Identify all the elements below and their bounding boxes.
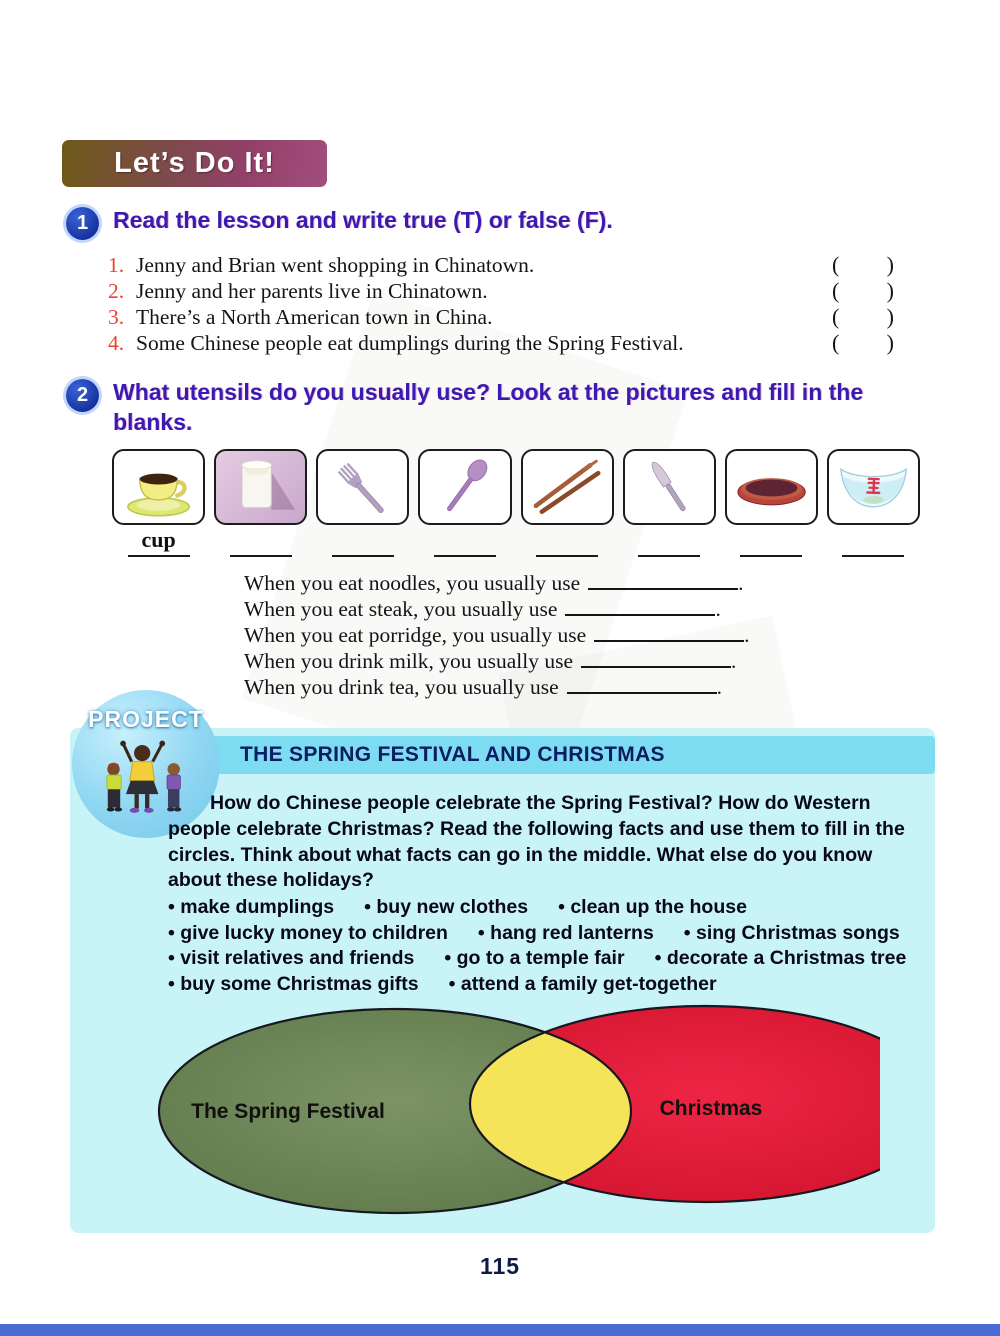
- picture-column: [214, 449, 307, 557]
- answer-parens: [832, 330, 894, 356]
- sentence-text: When you eat steak, you usually use: [244, 597, 558, 621]
- picture-box: [725, 449, 818, 525]
- fact-item: • sing Christmas songs: [684, 922, 900, 945]
- answer-line: [740, 555, 802, 557]
- sentence-row: [244, 649, 750, 675]
- spoon-icon: [420, 451, 509, 523]
- sentence-period: .: [715, 597, 721, 621]
- picture-box: [418, 449, 511, 525]
- tf-item: [108, 278, 894, 304]
- item-text: Jenny and her parents live in Chinatown.: [136, 279, 488, 303]
- exercise1-heading-row: [66, 205, 936, 240]
- exercise1-number: 1: [76, 212, 89, 234]
- answer-line: [230, 555, 292, 557]
- picture-box: [112, 449, 205, 525]
- picture-box: [827, 449, 920, 525]
- paren-close: ): [886, 278, 894, 303]
- sentence-row: [244, 597, 750, 623]
- exercise1-heading: Read the lesson and write true (T) or false (F).: [113, 207, 613, 233]
- project-badge-label: PROJECT: [88, 706, 204, 732]
- picture-column: [112, 449, 205, 557]
- true-false-list: [108, 252, 894, 356]
- answer-blank: [588, 573, 738, 590]
- fact-item: • hang red lanterns: [478, 922, 654, 945]
- fact-item: • attend a family get-together: [449, 973, 717, 996]
- sentence-row: [244, 571, 750, 597]
- picture-box: [316, 449, 409, 525]
- answer-parens: [832, 278, 894, 304]
- fact-item: • buy new clothes: [364, 896, 528, 919]
- sentence-period: .: [744, 623, 750, 647]
- utensil-pictures-row: [112, 449, 920, 557]
- picture-box: [214, 449, 307, 525]
- picture-column: [521, 449, 614, 557]
- paren-open: (: [832, 330, 840, 355]
- exercise2-number-badge: [66, 379, 99, 412]
- sentence-text: When you eat porridge, you usually use: [244, 623, 587, 647]
- sentence-row: [244, 675, 750, 701]
- chopsticks-icon: [523, 451, 612, 523]
- sentence-row: [244, 623, 750, 649]
- bowl-icon: [829, 451, 918, 523]
- paren-close: ): [886, 304, 894, 329]
- facts-row: [168, 947, 930, 973]
- facts-list: [168, 896, 930, 998]
- paren-open: (: [832, 252, 840, 277]
- fact-item: • clean up the house: [558, 896, 747, 919]
- answer-parens: [832, 252, 894, 278]
- answer-blank: [567, 677, 717, 694]
- fact-item: • make dumplings: [168, 896, 334, 919]
- answer-blank: [581, 651, 731, 668]
- picture-box: [521, 449, 614, 525]
- picture-column: [418, 449, 511, 557]
- sentence-text: When you eat noodles, you usually use: [244, 571, 581, 595]
- fact-item: • go to a temple fair: [444, 947, 624, 970]
- facts-row: [168, 973, 930, 999]
- item-text: Jenny and Brian went shopping in Chinatown.: [136, 253, 535, 277]
- venn-diagram: [140, 1003, 880, 1221]
- item-text: Some Chinese people eat dumplings during the Spring Festival.: [136, 331, 684, 355]
- project-paragraph: How do Chinese people celebrate the Spring Festival? How do Western people celebrate Christmas? Read the following facts and use them to fill in the circles. Think about what facts can go in the middle. What else do you know about these holidays?: [168, 792, 905, 892]
- exercise2-heading-row: [66, 377, 946, 437]
- facts-row: [168, 922, 930, 948]
- paren-open: (: [832, 304, 840, 329]
- banner-title: Let’s Do It!: [114, 147, 275, 179]
- exercise2-number: 2: [76, 384, 89, 406]
- teacup-icon: [114, 451, 203, 523]
- tf-item: [108, 252, 894, 278]
- paren-open: (: [832, 278, 840, 303]
- exercise2-heading: What utensils do you usually use? Look at the pictures and fill in the blanks.: [113, 379, 864, 435]
- venn-left-label: The Spring Festival: [191, 1100, 385, 1123]
- fork-icon: [318, 451, 407, 523]
- picture-column: [725, 449, 818, 557]
- answer-line: [434, 555, 496, 557]
- answer-line: [638, 555, 700, 557]
- fill-in-sentences: [244, 571, 750, 701]
- item-number: 4.: [108, 331, 125, 355]
- answer-line: [842, 555, 904, 557]
- answer-line: [332, 555, 394, 557]
- answer-line: [128, 555, 190, 557]
- sentence-period: .: [738, 571, 744, 595]
- tf-item: [108, 304, 894, 330]
- item-number: 1.: [108, 253, 125, 277]
- exercise1-number-badge: [66, 207, 99, 240]
- picture-column: [623, 449, 716, 557]
- answer-blank: [565, 599, 715, 616]
- fact-item: • decorate a Christmas tree: [655, 947, 907, 970]
- sentence-text: When you drink milk, you usually use: [244, 649, 574, 673]
- fact-item: • visit relatives and friends: [168, 947, 414, 970]
- lets-do-it-banner: [62, 140, 327, 187]
- item-number: 2.: [108, 279, 125, 303]
- item-number: 3.: [108, 305, 125, 329]
- sentence-period: .: [731, 649, 737, 673]
- tf-item: [108, 330, 894, 356]
- facts-row: [168, 896, 930, 922]
- milk-glass-icon: [216, 451, 305, 523]
- venn-right-label: Christmas: [659, 1097, 763, 1120]
- sentence-text: When you drink tea, you usually use: [244, 675, 559, 699]
- picture-box: [623, 449, 716, 525]
- picture-column: [827, 449, 920, 557]
- footer-bar: [0, 1324, 1000, 1336]
- picture-label: cup: [141, 527, 176, 552]
- paren-close: ): [886, 330, 894, 355]
- page-number: 115: [479, 1253, 521, 1279]
- answer-parens: [832, 304, 894, 330]
- answer-blank: [594, 625, 744, 642]
- answer-line: [536, 555, 598, 557]
- item-text: There’s a North American town in China.: [136, 305, 493, 329]
- plate-icon: [727, 451, 816, 523]
- paren-close: ): [886, 252, 894, 277]
- fact-item: • give lucky money to children: [168, 922, 448, 945]
- knife-icon: [625, 451, 714, 523]
- fact-item: • buy some Christmas gifts: [168, 973, 419, 996]
- picture-column: [316, 449, 409, 557]
- project-title: THE SPRING FESTIVAL AND CHRISTMAS: [240, 743, 665, 766]
- sentence-period: .: [716, 675, 723, 699]
